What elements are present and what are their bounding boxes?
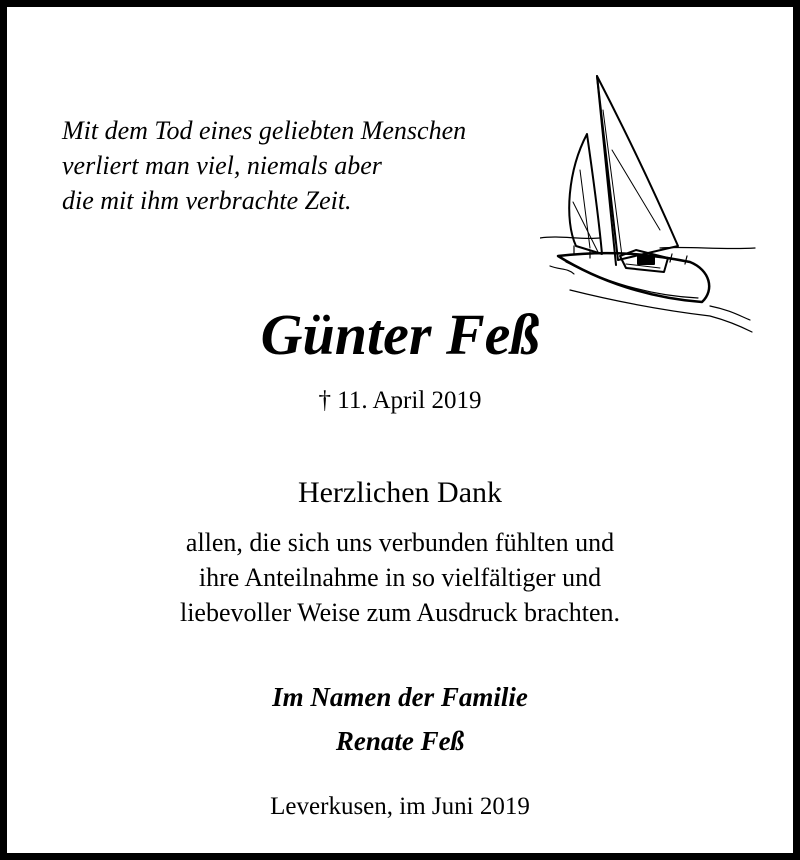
thanks-heading: Herzlichen Dank (297, 476, 503, 509)
memorial-quote (62, 113, 562, 218)
signature-name: Renate Feß (335, 726, 465, 756)
quote-line: verliert man viel, niemals aber (62, 151, 382, 180)
quote-line: Mit dem Tod eines geliebten Menschen (62, 116, 467, 145)
thanks-line: ihre Anteilnahme in so vielfältiger und (198, 563, 602, 592)
family-signature (0, 675, 800, 763)
thanks-line: liebevoller Weise zum Ausdruck brachten. (179, 598, 620, 627)
thanks-line: allen, die sich uns verbunden fühlten und (185, 528, 615, 557)
thanks-text (0, 525, 800, 630)
quote-line: die mit ihm verbrachte Zeit. (62, 186, 352, 215)
place-and-date: Leverkusen, im Juni 2019 (270, 793, 530, 820)
death-date: † 11. April 2019 (318, 387, 482, 414)
signature-line: Im Namen der Familie (272, 682, 528, 712)
deceased-name: Günter Feß (260, 302, 540, 367)
